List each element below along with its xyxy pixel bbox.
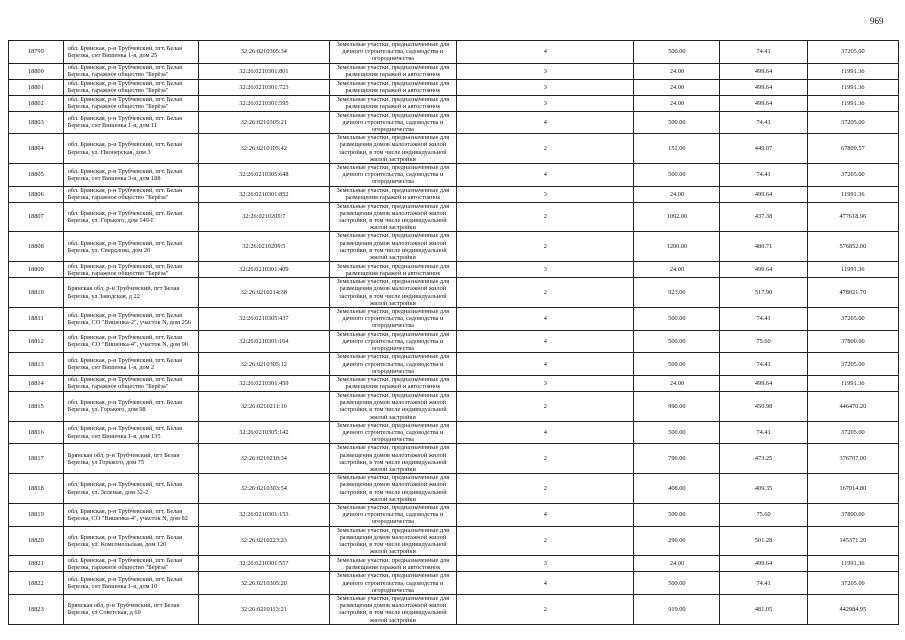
- cadastral-number-cell: 32:26:0210205:7: [199, 202, 329, 232]
- group-cell: 2: [457, 202, 634, 232]
- table-row: [9, 353, 899, 376]
- cadastral-value-cell: 11991.36: [807, 375, 898, 391]
- address-cell: обл. Брянская, р-н Трубчевский, пгт. Белая Березка, снт Вишенка 3-я, дом 188: [63, 164, 199, 187]
- cadastral-value-cell: 478021.70: [807, 278, 898, 308]
- address-cell: обл. Брянская, р-н Трубчевский, пгт. Белая Березка, ул. Горького, дом 98: [63, 391, 199, 421]
- table-row: [9, 572, 899, 595]
- cadastral-number-cell: 32:26:0210305:34: [199, 41, 329, 64]
- group-cell: 4: [457, 503, 634, 526]
- address-cell: обл. Брянская, р-н Трубчевский, пгт. Белая Березка, СО "Вишенка-2", участок N, дом 256: [63, 308, 199, 331]
- specific-value-cell: 499.64: [720, 262, 807, 278]
- cadastral-value-cell: 37800.00: [807, 503, 898, 526]
- table-body: [9, 41, 899, 625]
- cadastral-value-cell: 11991.36: [807, 95, 898, 111]
- cadastral-number-cell: 32:26:0210214:38: [199, 278, 329, 308]
- area-cell: 990.00: [634, 391, 720, 421]
- land-use-cell: Земельные участки, предназначенные для размещения домов малоэтажной жилой застройки, в том числе индивидуальной жилой застройки: [329, 391, 457, 421]
- group-cell: 2: [457, 232, 634, 262]
- cadastral-table-container: [8, 40, 899, 625]
- cadastral-number-cell: 32:26:0210301:164: [199, 330, 329, 353]
- group-cell: 3: [457, 262, 634, 278]
- specific-value-cell: 74.41: [720, 164, 807, 187]
- specific-value-cell: 450.98: [720, 391, 807, 421]
- area-cell: 24.00: [634, 95, 720, 111]
- cadastral-value-cell: 37205.00: [807, 111, 898, 134]
- group-cell: 2: [457, 526, 634, 556]
- cadastral-value-cell: 11991.36: [807, 262, 898, 278]
- land-use-cell: Земельные участки, предназначенные для размещения гаражей и автостоянок: [329, 63, 457, 79]
- land-use-cell: Земельные участки, предназначенные для дачного строительства, садоводства и огородничества: [329, 41, 457, 64]
- area-cell: 500.00: [634, 164, 720, 187]
- cadastral-value-cell: 446470.20: [807, 391, 898, 421]
- cadastral-value-cell: 167014.80: [807, 474, 898, 504]
- address-cell: обл. Брянская, р-н Трубчевский, пгт. Белая Березка, гаражное общество "Берёза": [63, 79, 199, 95]
- area-cell: 24.00: [634, 375, 720, 391]
- area-cell: 24.00: [634, 262, 720, 278]
- table-row: [9, 111, 899, 134]
- cadastral-value-cell: 67809.57: [807, 134, 898, 164]
- area-cell: 1092.00: [634, 202, 720, 232]
- group-cell: 4: [457, 308, 634, 331]
- table-row: [9, 134, 899, 164]
- land-use-cell: Земельные участки, предназначенные для дачного строительства, садоводства и огородничества: [329, 503, 457, 526]
- cadastral-number-cell: 32:26:0210305:20: [199, 572, 329, 595]
- table-row: [9, 202, 899, 232]
- address-cell: обл. Брянская, р-н Трубчевский, пгт. Белая Березка, гаражное общество "Берёза": [63, 63, 199, 79]
- specific-value-cell: 481.05: [720, 594, 807, 624]
- address-cell: обл. Брянская, р-н Трубчевский, пгт. Белая Березка, ул. Пионерская, дом 3: [63, 134, 199, 164]
- group-cell: 4: [457, 164, 634, 187]
- table-row: [9, 79, 899, 95]
- row-number-cell: 18803: [9, 111, 64, 134]
- land-use-cell: Земельные участки, предназначенные для размещения гаражей и автостоянок: [329, 375, 457, 391]
- cadastral-number-cell: 32:26:0210305:12: [199, 353, 329, 376]
- row-number-cell: 18810: [9, 278, 64, 308]
- area-cell: 500.00: [634, 308, 720, 331]
- cadastral-number-cell: 32:26:0210223:23: [199, 526, 329, 556]
- table-row: [9, 330, 899, 353]
- row-number-cell: 18804: [9, 134, 64, 164]
- address-cell: обл. Брянская, р-н Трубчевский, пгт. Белая Березка, снт Вишенка 1-я, дом 10: [63, 572, 199, 595]
- row-number-cell: 18799: [9, 41, 64, 64]
- specific-value-cell: 501.28: [720, 526, 807, 556]
- specific-value-cell: 499.64: [720, 186, 807, 202]
- address-cell: обл. Брянская, р-н Трубчевский, пгт. Белая Березка, снт Вишенка 1-я, дом 2: [63, 353, 199, 376]
- table-row: [9, 262, 899, 278]
- specific-value-cell: 409.35: [720, 474, 807, 504]
- row-number-cell: 18821: [9, 556, 64, 572]
- specific-value-cell: 74.41: [720, 308, 807, 331]
- cadastral-value-cell: 376707.00: [807, 444, 898, 474]
- cadastral-number-cell: 32:26:0210303:54: [199, 474, 329, 504]
- table-row: [9, 421, 899, 444]
- cadastral-value-cell: 576852.00: [807, 232, 898, 262]
- area-cell: 290.00: [634, 526, 720, 556]
- row-number-cell: 18811: [9, 308, 64, 331]
- address-cell: обл. Брянская, р-н Трубчевский, пгт. Белая Березка, ул. Горького, дом 149-Г: [63, 202, 199, 232]
- table-row: [9, 594, 899, 624]
- cadastral-number-cell: 32:26:0210301:595: [199, 95, 329, 111]
- specific-value-cell: 499.64: [720, 79, 807, 95]
- table-row: [9, 232, 899, 262]
- group-cell: 3: [457, 79, 634, 95]
- address-cell: обл. Брянская, р-н Трубчевский, пгт. Белая Березка, снт Вишенка 1-я, дом 11: [63, 111, 199, 134]
- area-cell: 500.00: [634, 111, 720, 134]
- area-cell: 1200.00: [634, 232, 720, 262]
- table-row: [9, 41, 899, 64]
- land-use-cell: Земельные участки, предназначенные для дачного строительства, садоводства и огородничества: [329, 164, 457, 187]
- group-cell: 4: [457, 353, 634, 376]
- address-cell: обл. Брянская, р-н Трубчевский, пгт. Белая Березка, ул. Зеленая, дом 32-2: [63, 474, 199, 504]
- specific-value-cell: 74.41: [720, 111, 807, 134]
- table-row: [9, 278, 899, 308]
- page-number: 969: [870, 16, 884, 26]
- row-number-cell: 18814: [9, 375, 64, 391]
- area-cell: 500.00: [634, 503, 720, 526]
- table-row: [9, 95, 899, 111]
- row-number-cell: 18818: [9, 474, 64, 504]
- row-number-cell: 18809: [9, 262, 64, 278]
- cadastral-value-cell: 11991.36: [807, 186, 898, 202]
- address-cell: обл. Брянская, р-н Трубчевский, пгт. Белая Березка, ул. Свердлова, дом 20: [63, 232, 199, 262]
- group-cell: 2: [457, 134, 634, 164]
- land-use-cell: Земельные участки, предназначенные для размещения домов малоэтажной жилой застройки, в том числе индивидуальной жилой застройки: [329, 134, 457, 164]
- specific-value-cell: 499.64: [720, 63, 807, 79]
- land-use-cell: Земельные участки, предназначенные для дачного строительства, садоводства и огородничества: [329, 308, 457, 331]
- group-cell: 3: [457, 186, 634, 202]
- specific-value-cell: 499.64: [720, 95, 807, 111]
- cadastral-value-cell: 442084.95: [807, 594, 898, 624]
- specific-value-cell: 480.71: [720, 232, 807, 262]
- row-number-cell: 18807: [9, 202, 64, 232]
- group-cell: 4: [457, 330, 634, 353]
- address-cell: обл. Брянская, р-н Трубчевский, пгт. Белая Березка, гаражное общество "Берёза": [63, 556, 199, 572]
- row-number-cell: 18817: [9, 444, 64, 474]
- address-cell: обл. Брянская, р-н Трубчевский, пгт. Белая Березка, гаражное общество "Берёза": [63, 95, 199, 111]
- specific-value-cell: 74.41: [720, 353, 807, 376]
- row-number-cell: 18805: [9, 164, 64, 187]
- cadastral-number-cell: 32:26:0210113:21: [199, 594, 329, 624]
- table-row: [9, 391, 899, 421]
- area-cell: 24.00: [634, 79, 720, 95]
- land-use-cell: Земельные участки, предназначенные для размещения домов малоэтажной жилой застройки, в том числе индивидуальной жилой застройки: [329, 202, 457, 232]
- area-cell: 500.00: [634, 330, 720, 353]
- row-number-cell: 18820: [9, 526, 64, 556]
- group-cell: 2: [457, 444, 634, 474]
- group-cell: 2: [457, 474, 634, 504]
- cadastral-number-cell: 32:26:0210301:723: [199, 79, 329, 95]
- specific-value-cell: 517.90: [720, 278, 807, 308]
- area-cell: 500.00: [634, 572, 720, 595]
- cadastral-number-cell: 32:26:0210305:21: [199, 111, 329, 134]
- cadastral-number-cell: 32:26:0210301:557: [199, 556, 329, 572]
- area-cell: 500.00: [634, 421, 720, 444]
- land-use-cell: Земельные участки, предназначенные для дачного строительства, садоводства и огородничества: [329, 111, 457, 134]
- area-cell: 24.00: [634, 63, 720, 79]
- group-cell: 3: [457, 556, 634, 572]
- area-cell: 408.00: [634, 474, 720, 504]
- group-cell: 2: [457, 278, 634, 308]
- land-use-cell: Земельные участки, предназначенные для дачного строительства, садоводства и огородничества: [329, 330, 457, 353]
- row-number-cell: 18812: [9, 330, 64, 353]
- row-number-cell: 18806: [9, 186, 64, 202]
- land-use-cell: Земельные участки, предназначенные для размещения домов малоэтажной жилой застройки, в том числе индивидуальной жилой застройки: [329, 594, 457, 624]
- land-use-cell: Земельные участки, предназначенные для размещения домов малоэтажной жилой застройки, в том числе индивидуальной жилой застройки: [329, 444, 457, 474]
- group-cell: 4: [457, 111, 634, 134]
- land-use-cell: Земельные участки, предназначенные для размещения домов малоэтажной жилой застройки, в том числе индивидуальной жилой застройки: [329, 526, 457, 556]
- cadastral-number-cell: 32:26:0210211:10: [199, 391, 329, 421]
- cadastral-number-cell: 32:26:0210210:34: [199, 444, 329, 474]
- row-number-cell: 18822: [9, 572, 64, 595]
- row-number-cell: 18801: [9, 79, 64, 95]
- cadastral-value-cell: 11991.36: [807, 556, 898, 572]
- group-cell: 3: [457, 95, 634, 111]
- address-cell: Брянская обл, р-н Трубчевский, пгт Белая Березка, ул Заводская, д 22: [63, 278, 199, 308]
- land-use-cell: Земельные участки, предназначенные для дачного строительства, садоводства и огородничества: [329, 421, 457, 444]
- group-cell: 2: [457, 391, 634, 421]
- cadastral-value-table: [8, 40, 899, 625]
- cadastral-value-cell: 477618.96: [807, 202, 898, 232]
- table-row: [9, 503, 899, 526]
- cadastral-value-cell: 37205.00: [807, 308, 898, 331]
- row-number-cell: 18802: [9, 95, 64, 111]
- group-cell: 2: [457, 594, 634, 624]
- cadastral-number-cell: 32:26:0210305:648: [199, 164, 329, 187]
- land-use-cell: Земельные участки, предназначенные для размещения домов малоэтажной жилой застройки, в том числе индивидуальной жилой застройки: [329, 474, 457, 504]
- cadastral-number-cell: 32:26:0210305:437: [199, 308, 329, 331]
- cadastral-number-cell: 32:26:0210301:801: [199, 63, 329, 79]
- specific-value-cell: 499.64: [720, 375, 807, 391]
- area-cell: 24.00: [634, 556, 720, 572]
- row-number-cell: 18800: [9, 63, 64, 79]
- area-cell: 919.00: [634, 594, 720, 624]
- address-cell: обл. Брянская, р-н Трубчевский, пгт. Белая Березка, снт Вишенка 1-я, дом 135: [63, 421, 199, 444]
- specific-value-cell: 473.25: [720, 444, 807, 474]
- area-cell: 500.00: [634, 41, 720, 64]
- cadastral-value-cell: 37205.00: [807, 353, 898, 376]
- cadastral-value-cell: 37205.00: [807, 421, 898, 444]
- address-cell: Брянская обл, р-н Трубчевский, пгт Белая Березка, ул Советская, д 60: [63, 594, 199, 624]
- cadastral-value-cell: 11991.36: [807, 63, 898, 79]
- cadastral-number-cell: 32:26:0210301:153: [199, 503, 329, 526]
- specific-value-cell: 74.41: [720, 572, 807, 595]
- area-cell: 500.00: [634, 353, 720, 376]
- area-cell: 796.00: [634, 444, 720, 474]
- table-row: [9, 375, 899, 391]
- address-cell: обл. Брянская, р-н Трубчевский, пгт. Белая Березка, гаражное общество "Берёза": [63, 375, 199, 391]
- table-row: [9, 526, 899, 556]
- address-cell: обл. Брянская, р-н Трубчевский, пгт. Белая Березка, СО "Вишенка-4", участок N, дом 90: [63, 330, 199, 353]
- land-use-cell: Земельные участки, предназначенные для дачного строительства, садоводства и огородничества: [329, 572, 457, 595]
- row-number-cell: 18815: [9, 391, 64, 421]
- address-cell: обл. Брянская, р-н Трубчевский, пгт. Белая Березка, гаражное общество "Берёза": [63, 262, 199, 278]
- cadastral-number-cell: 32:26:0210301:852: [199, 186, 329, 202]
- specific-value-cell: 437.38: [720, 202, 807, 232]
- group-cell: 4: [457, 421, 634, 444]
- address-cell: обл. Брянская, р-н Трубчевский, пгт. Белая Березка, гаражное общество "Берёза": [63, 186, 199, 202]
- specific-value-cell: 75.60: [720, 330, 807, 353]
- land-use-cell: Земельные участки, предназначенные для размещения гаражей и автостоянок: [329, 262, 457, 278]
- area-cell: 24.00: [634, 186, 720, 202]
- row-number-cell: 18813: [9, 353, 64, 376]
- row-number-cell: 18808: [9, 232, 64, 262]
- table-row: [9, 308, 899, 331]
- table-row: [9, 474, 899, 504]
- group-cell: 4: [457, 572, 634, 595]
- cadastral-value-cell: 37800.00: [807, 330, 898, 353]
- cadastral-number-cell: 32:26:0210209:5: [199, 232, 329, 262]
- row-number-cell: 18816: [9, 421, 64, 444]
- cadastral-number-cell: 32:26:0210301:459: [199, 375, 329, 391]
- land-use-cell: Земельные участки, предназначенные для размещения гаражей и автостоянок: [329, 79, 457, 95]
- group-cell: 3: [457, 375, 634, 391]
- table-row: [9, 63, 899, 79]
- cadastral-value-cell: 37205.00: [807, 41, 898, 64]
- row-number-cell: 18819: [9, 503, 64, 526]
- address-cell: Брянская обл, р-н Трубчевский, пгт Белая Березка, ул Горького, дом 75: [63, 444, 199, 474]
- cadastral-value-cell: 37205.00: [807, 572, 898, 595]
- cadastral-number-cell: 32:26:0210305:142: [199, 421, 329, 444]
- cadastral-value-cell: 37205.00: [807, 164, 898, 187]
- area-cell: 151.00: [634, 134, 720, 164]
- group-cell: 3: [457, 63, 634, 79]
- address-cell: обл. Брянская, р-н Трубчевский, пгт. Белая Березка, ул. Комсомольская, дом 120: [63, 526, 199, 556]
- land-use-cell: Земельные участки, предназначенные для размещения гаражей и автостоянок: [329, 186, 457, 202]
- table-row: [9, 444, 899, 474]
- specific-value-cell: 499.64: [720, 556, 807, 572]
- land-use-cell: Земельные участки, предназначенные для размещения гаражей и автостоянок: [329, 556, 457, 572]
- table-row: [9, 164, 899, 187]
- table-row: [9, 556, 899, 572]
- specific-value-cell: 74.41: [720, 41, 807, 64]
- cadastral-value-cell: 145371.20: [807, 526, 898, 556]
- land-use-cell: Земельные участки, предназначенные для дачного строительства, садоводства и огородничества: [329, 353, 457, 376]
- cadastral-number-cell: 32:26:0210301:409: [199, 262, 329, 278]
- table-row: [9, 186, 899, 202]
- area-cell: 923.00: [634, 278, 720, 308]
- address-cell: обл. Брянская, р-н Трубчевский, пгт. Белая Березка, снт Вишенка 1-я, дом 25: [63, 41, 199, 64]
- specific-value-cell: 75.60: [720, 503, 807, 526]
- address-cell: обл. Брянская, р-н Трубчевский, пгт. Белая Березка, СО "Вишенка-4", участок N, дом 82: [63, 503, 199, 526]
- land-use-cell: Земельные участки, предназначенные для размещения домов малоэтажной жилой застройки, в том числе индивидуальной жилой застройки: [329, 232, 457, 262]
- specific-value-cell: 74.41: [720, 421, 807, 444]
- cadastral-value-cell: 11991.36: [807, 79, 898, 95]
- land-use-cell: Земельные участки, предназначенные для размещения гаражей и автостоянок: [329, 95, 457, 111]
- cadastral-number-cell: 32:26:0210105:42: [199, 134, 329, 164]
- group-cell: 4: [457, 41, 634, 64]
- specific-value-cell: 449.07: [720, 134, 807, 164]
- row-number-cell: 18823: [9, 594, 64, 624]
- land-use-cell: Земельные участки, предназначенные для размещения домов малоэтажной жилой застройки, в том числе индивидуальной жилой застройки: [329, 278, 457, 308]
